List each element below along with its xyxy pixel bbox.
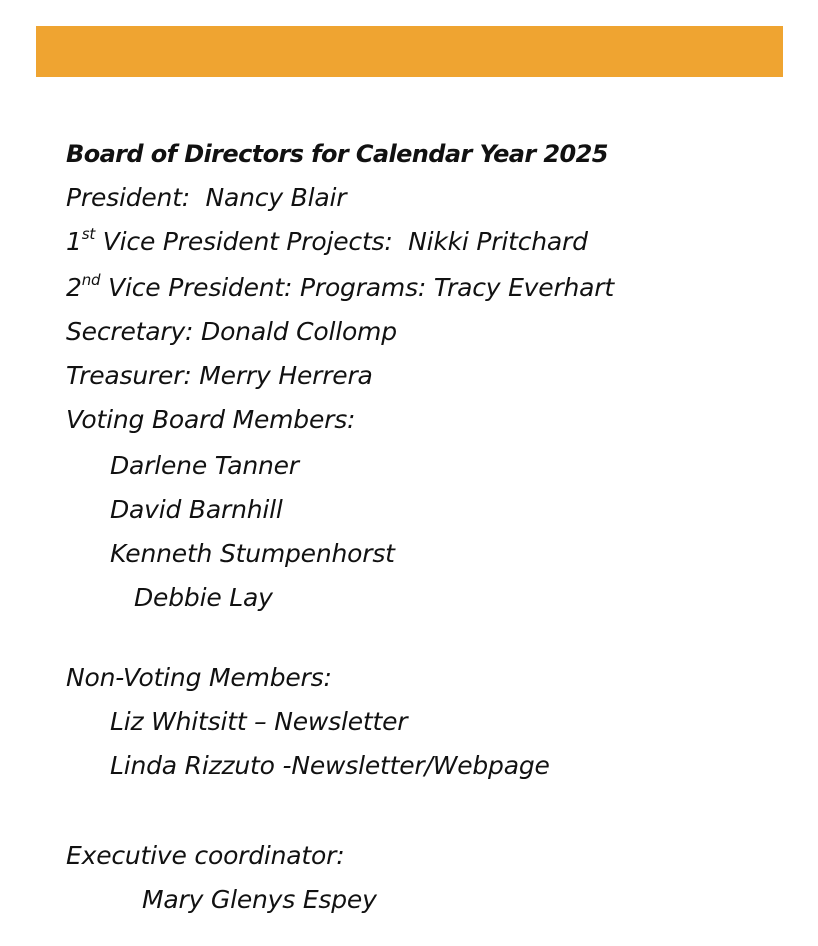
- voting-member: Kenneth Stumpenhorst: [110, 539, 395, 568]
- treasurer-name: Merry Herrera: [199, 361, 373, 390]
- executive-coordinator-name: Mary Glenys Espey: [142, 885, 377, 914]
- vp2-name: Tracy Everhart: [433, 273, 614, 302]
- treasurer-line: [66, 360, 373, 392]
- secretary-role: Secretary:: [66, 317, 194, 346]
- vp1-role: Vice President Projects:: [102, 227, 393, 256]
- vp2-ordinal: 2: [66, 273, 82, 302]
- president-role: President:: [66, 183, 191, 212]
- president-line: [66, 182, 346, 214]
- non-voting-member: Linda Rizzuto -Newsletter/Webpage: [110, 751, 550, 780]
- president-name: Nancy Blair: [205, 183, 347, 212]
- vp2-role: Vice President: Programs:: [108, 273, 427, 302]
- voting-member: Debbie Lay: [134, 583, 273, 612]
- vp1-ordinal: 1: [66, 227, 82, 256]
- secretary-name: Donald Collomp: [201, 317, 397, 346]
- vp2-line: [66, 272, 614, 304]
- voting-members-label: Voting Board Members:: [66, 405, 356, 434]
- executive-coordinator-label: Executive coordinator:: [66, 841, 345, 870]
- vp1-line: [66, 226, 588, 258]
- voting-member: David Barnhill: [110, 495, 283, 524]
- board-heading: Board of Directors for Calendar Year 2025: [66, 140, 608, 168]
- voting-member: Darlene Tanner: [110, 451, 299, 480]
- vp1-ordinal-suffix: st: [81, 224, 96, 243]
- treasurer-role: Treasurer:: [66, 361, 192, 390]
- header-banner: [36, 26, 783, 77]
- secretary-line: [66, 316, 397, 348]
- non-voting-member: Liz Whitsitt – Newsletter: [110, 707, 408, 736]
- vp2-ordinal-suffix: nd: [81, 270, 101, 289]
- vp1-name: Nikki Pritchard: [408, 227, 588, 256]
- non-voting-members-label: Non-Voting Members:: [66, 663, 332, 692]
